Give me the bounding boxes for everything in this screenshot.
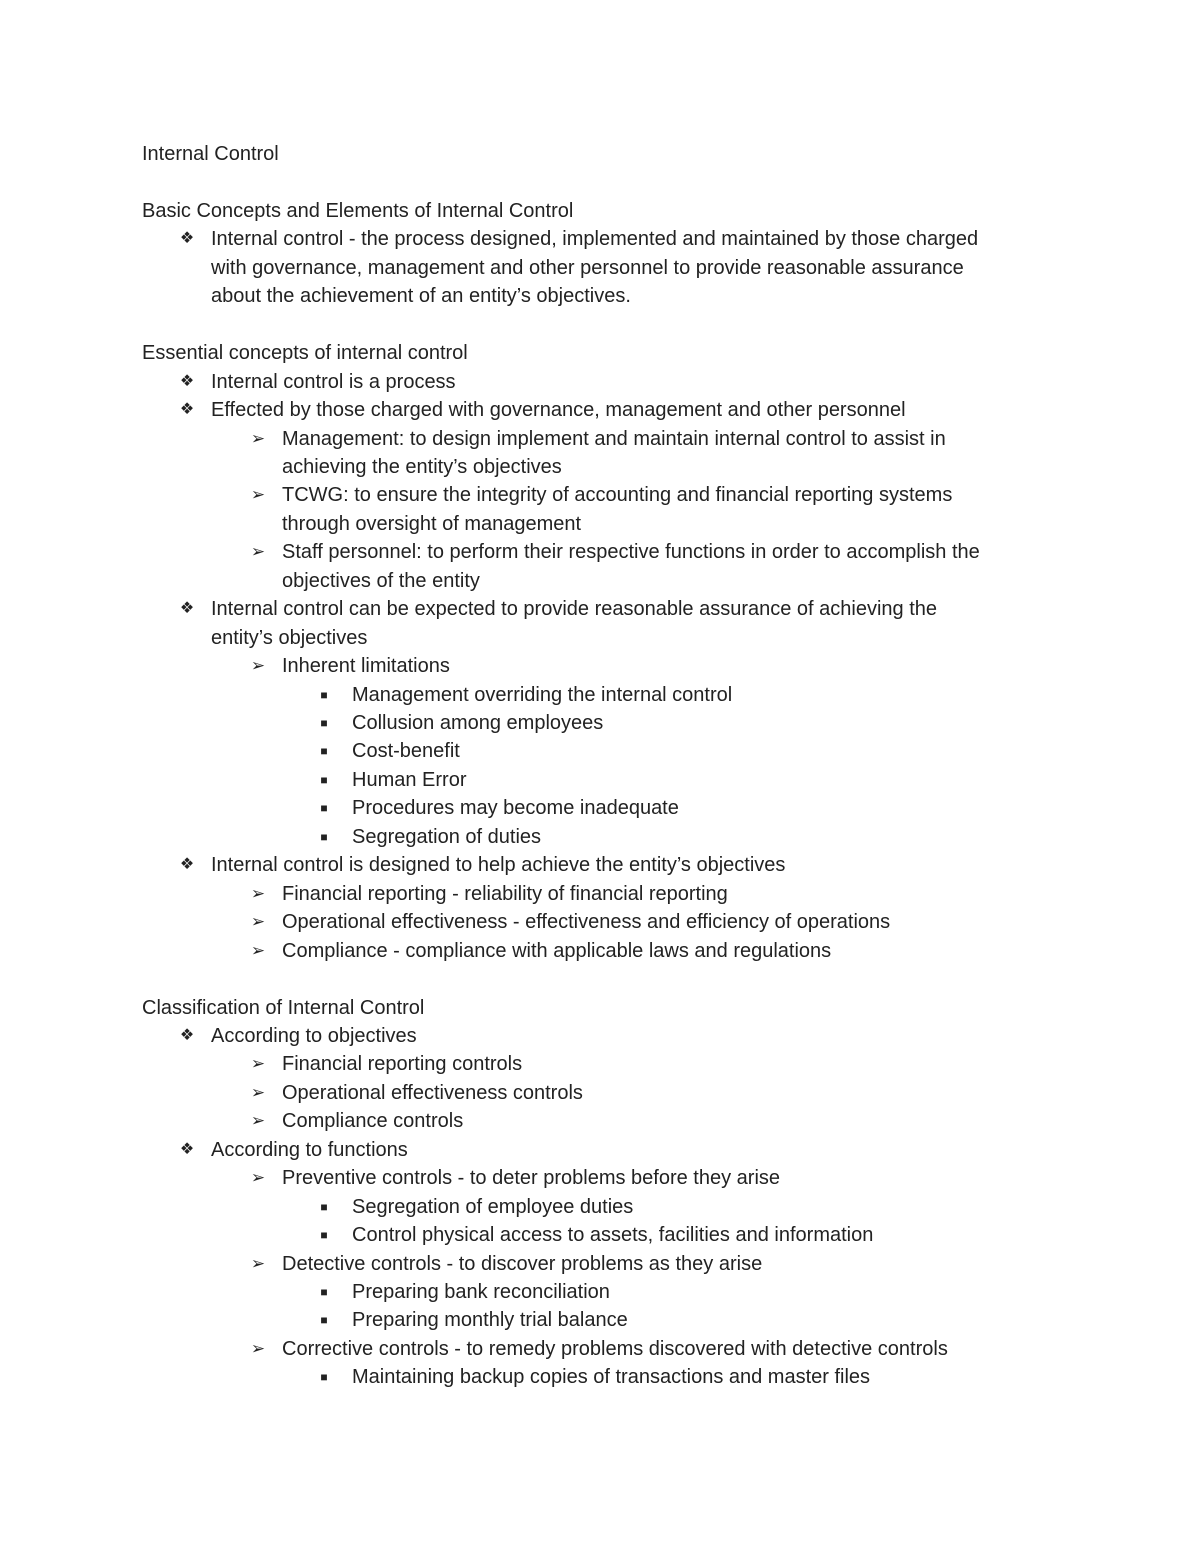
list-item-level-2: Preventive controls - to deter problems before they arise <box>282 1167 781 1190</box>
square-bullet-icon: ■ <box>320 801 328 816</box>
document-line <box>0 197 1200 225</box>
arrow-bullet-icon: ➢ <box>250 656 266 676</box>
document-line <box>0 681 1200 709</box>
document-line <box>0 624 1200 652</box>
list-item-level-3: Control physical access to assets, facilities and information <box>352 1224 874 1247</box>
square-bullet-icon: ■ <box>320 1285 328 1299</box>
list-item-level-1: Internal control - the process designed, implemented and maintained by those charged <box>211 228 979 251</box>
document-line <box>0 396 1200 424</box>
section-heading: Classification of Internal Control <box>142 996 425 1019</box>
list-item-level-2: Compliance controls <box>282 1110 464 1133</box>
list-item-level-2: Operational effectiveness - effectiveness and efficiency of operations <box>282 911 891 934</box>
document-line <box>0 481 1200 509</box>
document-line <box>0 1050 1200 1078</box>
list-item-level-3: Procedures may become inadequate <box>352 797 679 820</box>
document-line <box>0 1306 1200 1334</box>
arrow-bullet-icon: ➢ <box>250 428 266 448</box>
list-item-level-3: Maintaining backup copies of transactions and master files <box>352 1366 871 1389</box>
arrow-bullet-icon: ➢ <box>250 1054 266 1074</box>
square-bullet-icon: ■ <box>320 687 328 702</box>
document-line <box>0 766 1200 794</box>
arrow-bullet-icon: ➢ <box>250 1253 266 1273</box>
list-item-level-1: According to objectives <box>211 1024 417 1047</box>
list-item-level-1: Internal control is a process <box>211 370 456 393</box>
arrow-bullet-icon: ➢ <box>250 883 266 903</box>
section-heading: Essential concepts of internal control <box>142 342 468 365</box>
document-line <box>0 1335 1200 1363</box>
document-line <box>0 453 1200 481</box>
arrow-bullet-icon: ➢ <box>250 1338 266 1358</box>
list-item-continuation: with governance, management and other personnel to provide reasonable assurance <box>211 256 964 279</box>
document-line <box>0 1278 1200 1306</box>
document-line <box>0 851 1200 879</box>
list-item-level-2: Management: to design implement and maintain internal control to assist in <box>282 427 946 450</box>
diamond-bullet-icon: ❖ <box>179 401 195 419</box>
document-line <box>0 737 1200 765</box>
document-line <box>0 567 1200 595</box>
diamond-bullet-icon: ❖ <box>179 856 195 874</box>
list-item-level-1: Internal control is designed to help achieve the entity’s objectives <box>211 854 786 877</box>
list-item-level-3: Collusion among employees <box>352 712 604 734</box>
square-bullet-icon: ■ <box>320 1313 328 1328</box>
list-item-continuation: entity’s objectives <box>211 626 368 649</box>
diamond-bullet-icon: ❖ <box>179 1026 195 1044</box>
square-bullet-icon: ■ <box>320 829 328 844</box>
list-item-level-3: Segregation of duties <box>352 825 542 848</box>
list-item-level-3: Human Error <box>352 768 467 791</box>
document-line <box>0 140 1200 168</box>
document-line <box>0 368 1200 396</box>
list-item-continuation: objectives of the entity <box>282 569 480 592</box>
arrow-bullet-icon: ➢ <box>250 1082 266 1102</box>
document-line <box>0 937 1200 965</box>
list-item-continuation: through oversight of management <box>282 512 582 535</box>
list-item-level-2: Detective controls - to discover problems as they arise <box>282 1252 763 1275</box>
square-bullet-icon: ■ <box>320 716 328 730</box>
square-bullet-icon: ■ <box>320 744 328 759</box>
list-item-level-1: Effected by those charged with governance, management and other personnel <box>211 399 906 422</box>
document-line <box>0 823 1200 851</box>
document-line <box>0 510 1200 538</box>
list-item-level-1: Internal control can be expected to provide reasonable assurance of achieving the <box>211 598 938 621</box>
diamond-bullet-icon: ❖ <box>179 230 195 248</box>
list-item-level-2: Inherent limitations <box>282 655 450 678</box>
arrow-bullet-icon: ➢ <box>250 485 266 505</box>
document-line <box>0 1107 1200 1135</box>
list-item-level-2: Financial reporting controls <box>282 1053 523 1076</box>
document-line <box>0 538 1200 566</box>
document-line <box>0 1250 1200 1278</box>
section-heading: Basic Concepts and Elements of Internal Control <box>142 199 574 222</box>
document-line <box>0 994 1200 1022</box>
document-line <box>0 1164 1200 1192</box>
document-line <box>0 880 1200 908</box>
document-line <box>0 1079 1200 1107</box>
document-line <box>0 1136 1200 1164</box>
square-bullet-icon: ■ <box>320 772 328 787</box>
document-line <box>0 1363 1200 1391</box>
document-line <box>0 282 1200 310</box>
document-line <box>0 339 1200 367</box>
list-item-level-3: Preparing monthly trial balance <box>352 1309 628 1332</box>
arrow-bullet-icon: ➢ <box>250 542 266 562</box>
page-title: Internal Control <box>142 143 279 165</box>
arrow-bullet-icon: ➢ <box>250 912 266 932</box>
square-bullet-icon: ■ <box>320 1370 328 1385</box>
document-line <box>0 425 1200 453</box>
square-bullet-icon: ■ <box>320 1228 328 1243</box>
list-item-level-3: Cost-benefit <box>352 740 460 763</box>
list-item-level-2: Financial reporting - reliability of financial reporting <box>282 882 728 905</box>
diamond-bullet-icon: ❖ <box>179 372 195 390</box>
list-item-level-3: Preparing bank reconciliation <box>352 1281 610 1303</box>
document-line <box>0 1193 1200 1221</box>
document-line <box>0 1022 1200 1050</box>
document-line <box>0 652 1200 680</box>
document-line <box>0 794 1200 822</box>
list-item-level-2: Staff personnel: to perform their respective functions in order to accomplish the <box>282 541 980 564</box>
document-line <box>0 254 1200 282</box>
document-line <box>0 595 1200 623</box>
list-item-continuation: achieving the entity’s objectives <box>282 455 562 478</box>
list-item-level-2: TCWG: to ensure the integrity of accounting and financial reporting systems <box>282 484 953 507</box>
arrow-bullet-icon: ➢ <box>250 1111 266 1131</box>
arrow-bullet-icon: ➢ <box>250 1168 266 1188</box>
list-item-level-2: Corrective controls - to remedy problems discovered with detective controls <box>282 1337 948 1360</box>
document-line <box>0 709 1200 737</box>
list-item-level-2: Compliance - compliance with applicable laws and regulations <box>282 939 832 962</box>
square-bullet-icon: ■ <box>320 1199 328 1214</box>
diamond-bullet-icon: ❖ <box>179 600 195 618</box>
list-item-level-3: Segregation of employee duties <box>352 1195 634 1218</box>
diamond-bullet-icon: ❖ <box>179 1140 195 1158</box>
list-item-level-3: Management overriding the internal control <box>352 683 733 706</box>
arrow-bullet-icon: ➢ <box>250 940 266 960</box>
list-item-continuation: about the achievement of an entity’s objectives. <box>211 285 631 308</box>
document-line <box>0 225 1200 253</box>
list-item-level-1: According to functions <box>211 1138 408 1161</box>
document-line <box>0 1221 1200 1249</box>
document-line <box>0 908 1200 936</box>
list-item-level-2: Operational effectiveness controls <box>282 1081 583 1104</box>
